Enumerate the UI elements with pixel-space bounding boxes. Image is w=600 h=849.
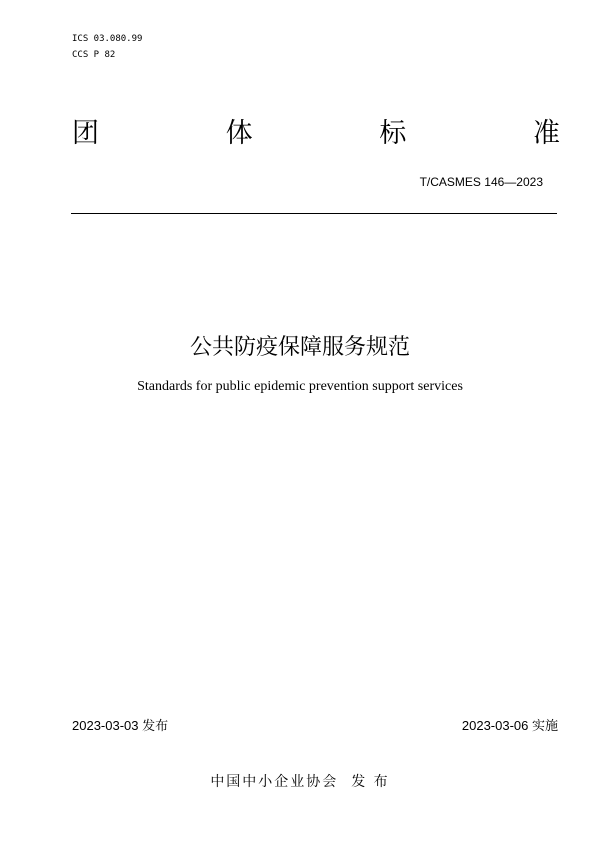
implementation-date: 2023-03-06 实施 bbox=[461, 718, 558, 733]
ics-code: ICS 03.080.99 bbox=[72, 34, 143, 44]
title-english: Standards for public epidemic prevention support services bbox=[137, 379, 463, 394]
ccs-code: CCS P 82 bbox=[72, 50, 116, 60]
title-chinese: 公共防疫保障服务规范 bbox=[189, 335, 410, 360]
header-divider bbox=[71, 213, 557, 214]
standard-type-char: 体 bbox=[225, 118, 253, 149]
issue-date: 2023-03-03 发布 bbox=[72, 718, 169, 733]
standard-type-char: 团 bbox=[72, 118, 99, 149]
standard-type-heading bbox=[72, 114, 560, 154]
date-row bbox=[72, 716, 558, 736]
classification-codes bbox=[72, 31, 142, 63]
standard-type-char: 准 bbox=[532, 118, 560, 149]
standard-number: T/CASMES 146—2023 bbox=[419, 175, 543, 189]
standard-type-char: 标 bbox=[379, 118, 407, 149]
issuing-organization: 中国中小企业协会 发 布 bbox=[210, 774, 390, 790]
